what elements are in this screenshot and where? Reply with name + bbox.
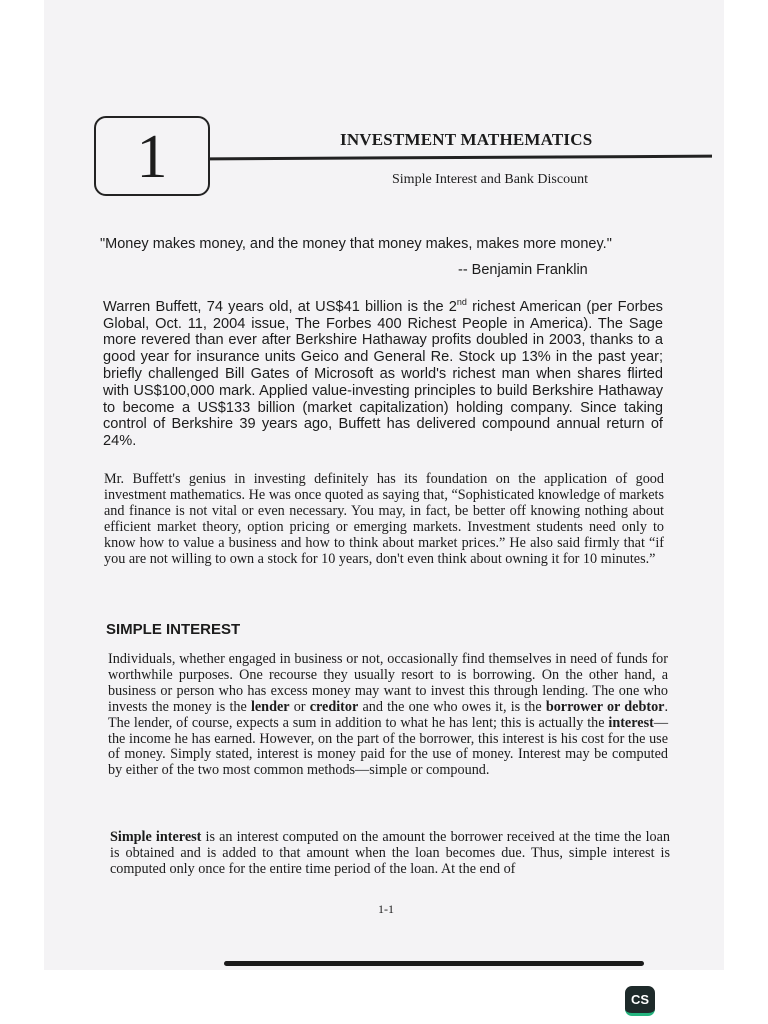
buffett-intro-paragraph: Warren Buffett, 74 years old, at US$41 billion is the 2nd richest American (per Forbes Global, Oct. 11, 2004 issue, The Forbes 400 Richest People in America). The Sage more revered than ever after Berkshire Hathaway profits doubled in 2003, thanks to a good year for insurance units Geico and General Re. Stock up 13% in the past year; briefly challenged Bill Gates of Microsoft as world's richest man when shares flirted with US$100,000 mark. Applied value-investing principles to build Berkshire Hathaway to become a US$133 billion (market capitalization) holding company. Since taking control of Berkshire 39 years ago, Buffett has delivered compound annual return of 24%. — [103, 297, 663, 450]
chapter-subtitle: Simple Interest and Bank Discount — [392, 172, 588, 187]
bottom-rule — [224, 961, 644, 966]
chapter-number: 1 — [136, 123, 168, 191]
section-heading: SIMPLE INTEREST — [106, 621, 241, 638]
epigraph-author: -- Benjamin Franklin — [458, 262, 588, 278]
simple-interest-definition: Simple interest is an interest computed on the amount the borrower received at the time the loan is obtained and is added to that amount when the loan becomes due. Thus, simple interest is computed only once for the entire time period of the loan. At the end of — [110, 829, 670, 877]
epigraph-quote: "Money makes money, and the money that money makes, makes more money." — [100, 236, 612, 252]
simple-interest-paragraph: Individuals, whether engaged in business or not, occasionally find themselves in need of funds for worthwhile purposes. One recourse they usually resort to is borrowing. On the other hand, a business or person who has excess money may want to invest this through lending. The one who invests the money is the lender or creditor and the one who owes it, is the borrower or debtor. The lender, of course, expects a sum in addition to what he has lent; this is actually the interest—the income he has earned. However, on the part of the borrower, this interest is his cost for the use of money. Simply stated, interest is money paid for the use of money. Interest may be computed by either of the two most common methods—simple or compound. — [108, 651, 669, 779]
page-number: 1-1 — [378, 902, 394, 916]
chapter-number-box — [94, 116, 210, 196]
camscanner-logo-icon: CS — [625, 986, 655, 1016]
buffett-genius-paragraph: Mr. Buffett's genius in investing definitely has its foundation on the application of good investment mathematics. He was once quoted as saying that, “Sophisticated knowledge of markets and finance is not vital or even necessary. You may, in fact, be better off knowing nothing about efficient market theory, option pricing or emerging markets. Investment students need only to know how to value a business and how to think about market prices.” He also said firmly that “if you are not willing to own a stock for 10 years, don't even think about owning it for 10 minutes.” — [104, 471, 664, 567]
chapter-title: INVESTMENT MATHEMATICS — [340, 130, 593, 149]
